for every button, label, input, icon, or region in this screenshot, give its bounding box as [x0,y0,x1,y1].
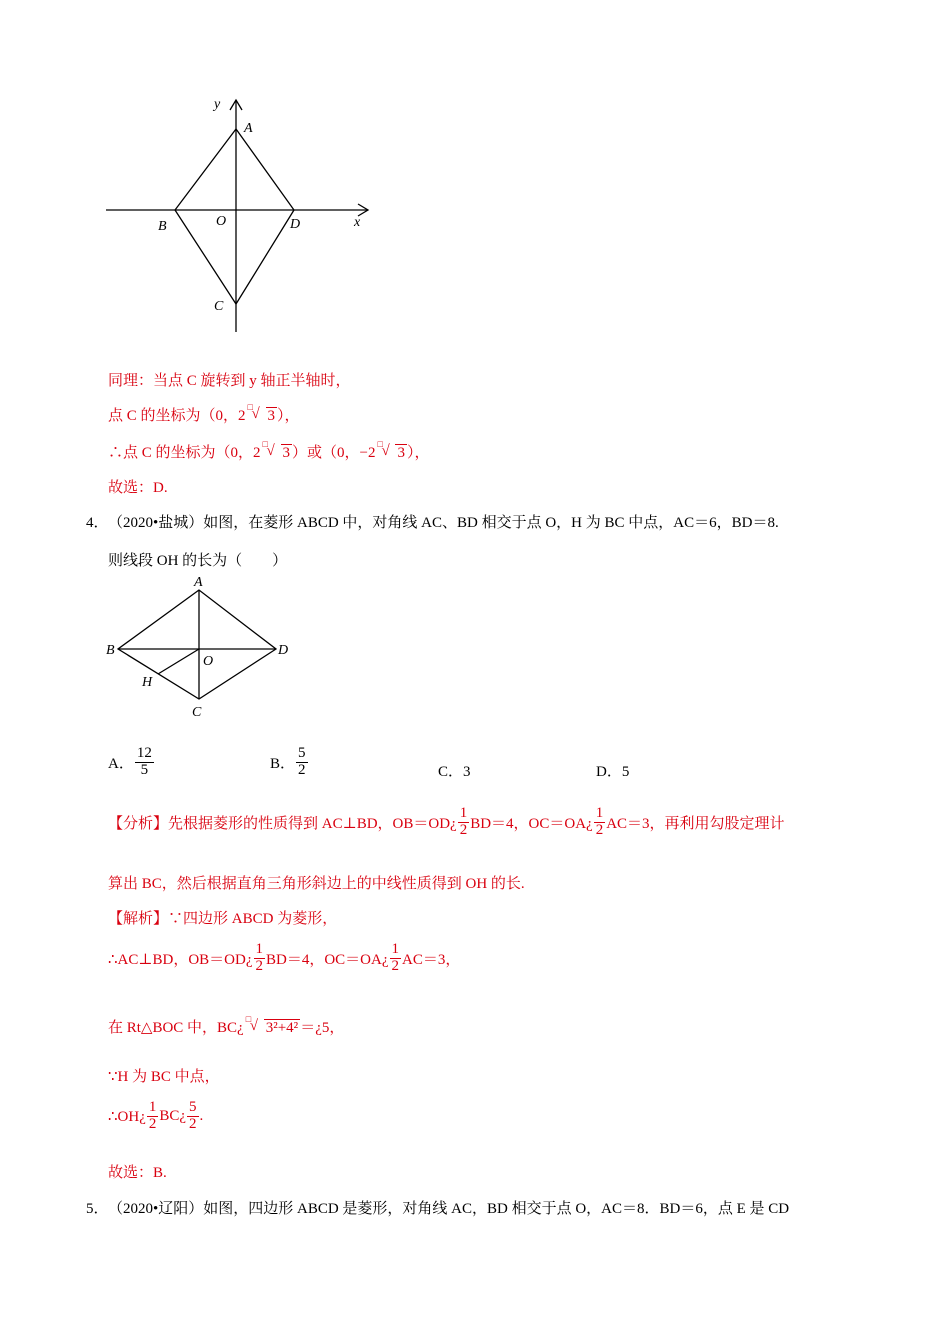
sol3-line3-mid: ）或（0，−2 [292,445,376,461]
solution-tag: 【解析】 [108,911,169,927]
option-b[interactable] [270,746,309,779]
q4-number: 4． [86,515,109,531]
option-a[interactable] [108,746,155,779]
solution-s3b: ＝¿5， [300,1020,345,1036]
solution-half-3: $\frac{1}{2}$ [148,1099,157,1132]
sol3-line2-post: ）， [277,408,300,424]
label-x: x [354,215,361,230]
solution-answer: 故选：B. [108,1165,167,1181]
label-c-2: C [192,705,202,720]
solution-five-halves: $\frac{5}{2}$ [189,1099,197,1132]
solution-line3 [108,1016,344,1037]
solution-s5c: . [199,1107,204,1124]
option-a-label: A． [108,755,134,772]
label-o: O [216,214,227,229]
sol3-line3-radical-1: □ √ 3 [262,439,291,461]
solution-s1: ∵四边形 ABCD 为菱形， [168,911,338,927]
solution-half-1: $\frac{1}{2}$ [255,941,263,974]
segment-oh [158,649,199,674]
option-a-fraction: $\frac{12}{5}$ [136,745,152,778]
label-o-2: O [203,654,214,669]
option-b-label: B． [270,755,296,772]
analysis-l1c: AC＝3，再利用勾股定理计 [606,815,785,832]
option-c[interactable]: C．3 [438,764,471,780]
q4-stem-line2: 则线段 OH 的长为（ ） [108,553,288,569]
label-d-2: D [278,643,289,658]
coordinate-rhombus-figure [100,92,380,337]
analysis-half-1: $\frac{1}{2}$ [459,805,468,838]
analysis-line1 [108,806,785,839]
analysis-l1b: BD＝4，OC＝OA¿ [470,815,593,832]
label-d: D [290,217,301,232]
solution-s3-radical: □ √ 3²+4² [245,1014,299,1036]
label-a-2: A [194,575,203,590]
label-a: A [244,121,253,136]
option-b-fraction: $\frac{5}{2}$ [298,745,306,778]
sol3-answer: 故选：D. [108,480,168,496]
analysis-half-2: $\frac{1}{2}$ [595,805,604,838]
sol3-line3 [108,441,430,462]
rhombus-abcd [175,129,294,304]
solution-s2a: ∴AC⊥BD，OB＝OD¿ [108,951,253,968]
solution-line4: ∵H 为 BC 中点， [108,1069,220,1085]
sol3-line2-radical: □ √ 3 [247,402,276,424]
label-h-2: H [142,675,153,690]
sol3-line2-pre: 点 C 的坐标为（0，2 [108,408,246,424]
sol3-line3-post: ）， [406,445,430,461]
solution-line5 [108,1100,203,1133]
analysis-tag: 【分析】 [108,815,169,832]
label-b-2: B [106,643,115,658]
sol3-line3-pre: ∴点 C 的坐标为（0，2 [108,445,261,461]
label-y: y [214,97,221,112]
q5-stem-line1: （2020•辽阳）如图，四边形 ABCD 是菱形，对角线 AC，BD 相交于点 O，AC＝8．BD＝6，点 E 是 CD [108,1201,790,1217]
sol3-line1: 同理：当点 C 旋转到 y 轴正半轴时， [108,373,351,389]
solution-s3a: 在 Rt△BOC 中，BC¿ [108,1020,244,1036]
q5-number: 5． [86,1201,109,1217]
analysis-l1a: 先根据菱形的性质得到 AC⊥BD，OB＝OD¿ [168,815,457,832]
rhombus-midpoint-figure [100,572,300,722]
q4-stem-line1: （2020•盐城）如图，在菱形 ABCD 中，对角线 AC、BD 相交于点 O，H 为 BC 中点，AC＝6，BD＝8. [108,515,779,531]
analysis-line2: 算出 BC，然后根据直角三角形斜边上的中线性质得到 OH 的长. [108,876,525,892]
solution-s5a: ∴OH¿ [108,1108,146,1125]
sol3-line3-radical-2: □ √ 3 [377,439,405,461]
solution-line2 [108,942,460,975]
solution-s2b: BD＝4，OC＝OA¿ [266,951,389,968]
solution-s5b: BC¿ [159,1107,187,1124]
solution-half-2: $\frac{1}{2}$ [391,941,399,974]
label-c: C [214,299,224,314]
sol3-line2 [108,404,300,425]
option-d[interactable]: D．5 [596,764,630,780]
label-b: B [158,219,167,234]
solution-line1 [108,907,337,928]
solution-s2c: AC＝3， [402,951,461,968]
